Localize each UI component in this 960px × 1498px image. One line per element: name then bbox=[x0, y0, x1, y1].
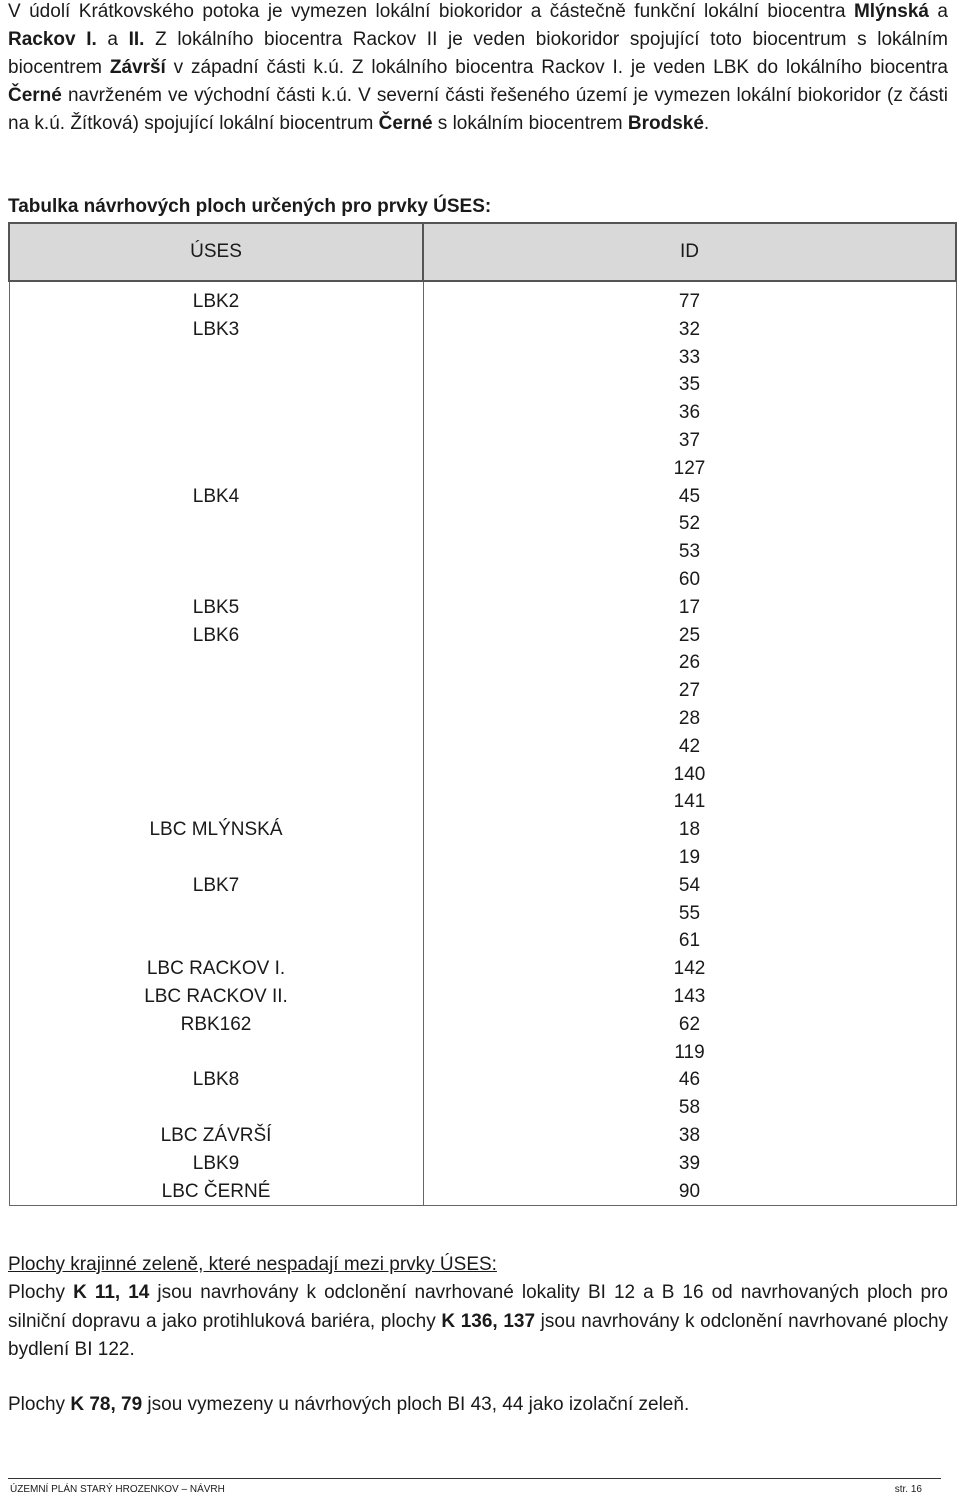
bold-text: Černé bbox=[8, 85, 62, 106]
table-row bbox=[9, 788, 956, 816]
id-cell: 45 bbox=[423, 483, 956, 511]
table-spacer-row bbox=[9, 281, 956, 288]
id-cell: 25 bbox=[423, 622, 956, 650]
table-row bbox=[9, 1150, 956, 1178]
text-run: V údolí Krátkovského potoka je vymezen lokální biokoridor a částečně funkční lokální biocentra bbox=[8, 1, 854, 22]
table-row bbox=[9, 316, 956, 344]
uses-cell: LBK6 bbox=[9, 622, 423, 650]
text-run: Z lokálního biocentra Rackov II je veden biokoridor spojující toto biocentrum s lokálním biocentrem bbox=[8, 29, 949, 78]
id-cell: 54 bbox=[423, 872, 956, 900]
id-cell: 61 bbox=[423, 927, 956, 955]
table-row bbox=[9, 344, 956, 372]
header-id: ID bbox=[423, 223, 956, 281]
id-cell: 33 bbox=[423, 344, 956, 372]
table-row bbox=[9, 1094, 956, 1122]
uses-table bbox=[8, 222, 957, 1206]
uses-cell bbox=[9, 344, 423, 372]
table-row bbox=[9, 872, 956, 900]
text-run: Plochy bbox=[8, 1394, 71, 1415]
table-row bbox=[9, 371, 956, 399]
uses-cell bbox=[9, 538, 423, 566]
uses-cell: RBK162 bbox=[9, 1011, 423, 1039]
footer-document-title: ÚZEMNÍ PLÁN STARÝ HROZENKOV – NÁVRH bbox=[10, 1484, 225, 1495]
table-row bbox=[9, 483, 956, 511]
id-cell: 46 bbox=[423, 1066, 956, 1094]
spacer-cell bbox=[423, 281, 956, 288]
id-cell: 142 bbox=[423, 955, 956, 983]
id-cell: 32 bbox=[423, 316, 956, 344]
id-cell: 19 bbox=[423, 844, 956, 872]
uses-cell: LBC MLÝNSKÁ bbox=[9, 816, 423, 844]
id-cell: 55 bbox=[423, 900, 956, 928]
id-cell: 26 bbox=[423, 649, 956, 677]
uses-cell bbox=[9, 1094, 423, 1122]
uses-cell bbox=[9, 788, 423, 816]
uses-cell: LBC ČERNÉ bbox=[9, 1178, 423, 1206]
green-areas-paragraph-2 bbox=[8, 1391, 948, 1419]
table-row bbox=[9, 816, 956, 844]
table-row bbox=[9, 1122, 956, 1150]
id-cell: 127 bbox=[423, 455, 956, 483]
id-cell: 39 bbox=[423, 1150, 956, 1178]
uses-cell bbox=[9, 677, 423, 705]
id-cell: 62 bbox=[423, 1011, 956, 1039]
id-cell: 17 bbox=[423, 594, 956, 622]
table-row bbox=[9, 1011, 956, 1039]
bold-text: K 78, 79 bbox=[70, 1394, 143, 1415]
table-row bbox=[9, 622, 956, 650]
table-row bbox=[9, 399, 956, 427]
text-run: jsou navrhovány k odclonění navrhované lokality BI 12 a B 16 od navrhovaných ploch pro silniční dopravu a jako protihluková bariéra, plochy bbox=[8, 1282, 948, 1332]
table-row bbox=[9, 649, 956, 677]
spacer-cell bbox=[9, 281, 423, 288]
table-row bbox=[9, 566, 956, 594]
id-cell: 58 bbox=[423, 1094, 956, 1122]
text-run: . bbox=[703, 113, 710, 134]
id-cell: 140 bbox=[423, 761, 956, 789]
id-cell: 18 bbox=[423, 816, 956, 844]
header-uses: ÚSES bbox=[9, 223, 423, 281]
uses-cell: LBC ZÁVRŠÍ bbox=[9, 1122, 423, 1150]
table-caption: Tabulka návrhových ploch určených pro prvky ÚSES: bbox=[8, 196, 492, 217]
table-row bbox=[9, 1066, 956, 1094]
id-cell: 37 bbox=[423, 427, 956, 455]
uses-cell: LBK3 bbox=[9, 316, 423, 344]
uses-cell bbox=[9, 649, 423, 677]
uses-cell: LBK4 bbox=[9, 483, 423, 511]
uses-cell: LBK8 bbox=[9, 1066, 423, 1094]
bold-text: K 136, 137 bbox=[441, 1310, 536, 1332]
table-row bbox=[9, 955, 956, 983]
table-row bbox=[9, 455, 956, 483]
table-row bbox=[9, 900, 956, 928]
uses-cell: LBK7 bbox=[9, 872, 423, 900]
table-row bbox=[9, 761, 956, 789]
uses-cell bbox=[9, 427, 423, 455]
uses-cell bbox=[9, 510, 423, 538]
id-cell: 90 bbox=[423, 1178, 956, 1206]
green-areas-heading: Plochy krajinné zeleně, které nespadají mezi prvky ÚSES: bbox=[8, 1254, 497, 1275]
text-run: navrženém ve východní části k.ú. V severní části řešeného území je vymezen lokální biokoridor (z části na k.ú. Žítková) spojující lokální biocentrum bbox=[8, 85, 948, 134]
uses-cell bbox=[9, 371, 423, 399]
bold-text: K 11, 14 bbox=[73, 1282, 150, 1303]
table-row bbox=[9, 288, 956, 316]
text-run: a bbox=[96, 29, 129, 50]
table-header-row bbox=[9, 223, 956, 281]
table-row bbox=[9, 1039, 956, 1067]
uses-cell: LBK9 bbox=[9, 1150, 423, 1178]
bold-text: Rackov I. bbox=[8, 29, 97, 50]
uses-cell bbox=[9, 566, 423, 594]
table-row bbox=[9, 844, 956, 872]
id-cell: 52 bbox=[423, 510, 956, 538]
bold-text: Brodské bbox=[627, 113, 704, 134]
text-run: Plochy bbox=[8, 1282, 74, 1303]
table-row bbox=[9, 927, 956, 955]
table-row bbox=[9, 1178, 956, 1206]
table-row bbox=[9, 538, 956, 566]
uses-cell: LBC RACKOV I. bbox=[9, 955, 423, 983]
text-run: a bbox=[928, 1, 948, 22]
table-row bbox=[9, 427, 956, 455]
table-row bbox=[9, 510, 956, 538]
text-run: jsou navrhovány k odclonění navrhované plochy bydlení BI 122. bbox=[8, 1310, 949, 1360]
intro-paragraph bbox=[8, 0, 948, 138]
uses-cell: LBK2 bbox=[9, 288, 423, 316]
id-cell: 77 bbox=[423, 288, 956, 316]
table-body bbox=[9, 281, 956, 1206]
uses-cell bbox=[9, 900, 423, 928]
id-cell: 42 bbox=[423, 733, 956, 761]
id-cell: 38 bbox=[423, 1122, 956, 1150]
uses-cell bbox=[9, 761, 423, 789]
uses-cell: LBK5 bbox=[9, 594, 423, 622]
table-row bbox=[9, 983, 956, 1011]
id-cell: 35 bbox=[423, 371, 956, 399]
uses-cell bbox=[9, 733, 423, 761]
bold-text: Závrší bbox=[109, 57, 166, 78]
text-run: jsou vymezeny u návrhových ploch BI 43, 44 jako izolační zeleň. bbox=[142, 1394, 690, 1415]
table-row bbox=[9, 705, 956, 733]
uses-cell bbox=[9, 399, 423, 427]
id-cell: 119 bbox=[423, 1039, 956, 1067]
text-run: v západní části k.ú. Z lokálního biocentra Rackov I. je veden LBK do lokálního biocentra bbox=[165, 57, 948, 78]
uses-cell bbox=[9, 455, 423, 483]
footer-divider bbox=[8, 1478, 941, 1479]
id-cell: 60 bbox=[423, 566, 956, 594]
uses-cell bbox=[9, 705, 423, 733]
uses-cell: LBC RACKOV II. bbox=[9, 983, 423, 1011]
table-row bbox=[9, 733, 956, 761]
bold-text: II. bbox=[128, 29, 145, 50]
id-cell: 36 bbox=[423, 399, 956, 427]
id-cell: 141 bbox=[423, 788, 956, 816]
table-row bbox=[9, 594, 956, 622]
uses-cell bbox=[9, 927, 423, 955]
uses-cell bbox=[9, 1039, 423, 1067]
table-row bbox=[9, 677, 956, 705]
uses-cell bbox=[9, 844, 423, 872]
id-cell: 143 bbox=[423, 983, 956, 1011]
id-cell: 27 bbox=[423, 677, 956, 705]
text-run: s lokálním biocentrem bbox=[432, 113, 628, 134]
id-cell: 28 bbox=[423, 705, 956, 733]
footer-page-number: str. 16 bbox=[894, 1484, 922, 1495]
bold-text: Černé bbox=[378, 113, 433, 134]
bold-text: Mlýnská bbox=[853, 1, 929, 22]
green-areas-paragraph-1 bbox=[8, 1279, 948, 1365]
id-cell: 53 bbox=[423, 538, 956, 566]
